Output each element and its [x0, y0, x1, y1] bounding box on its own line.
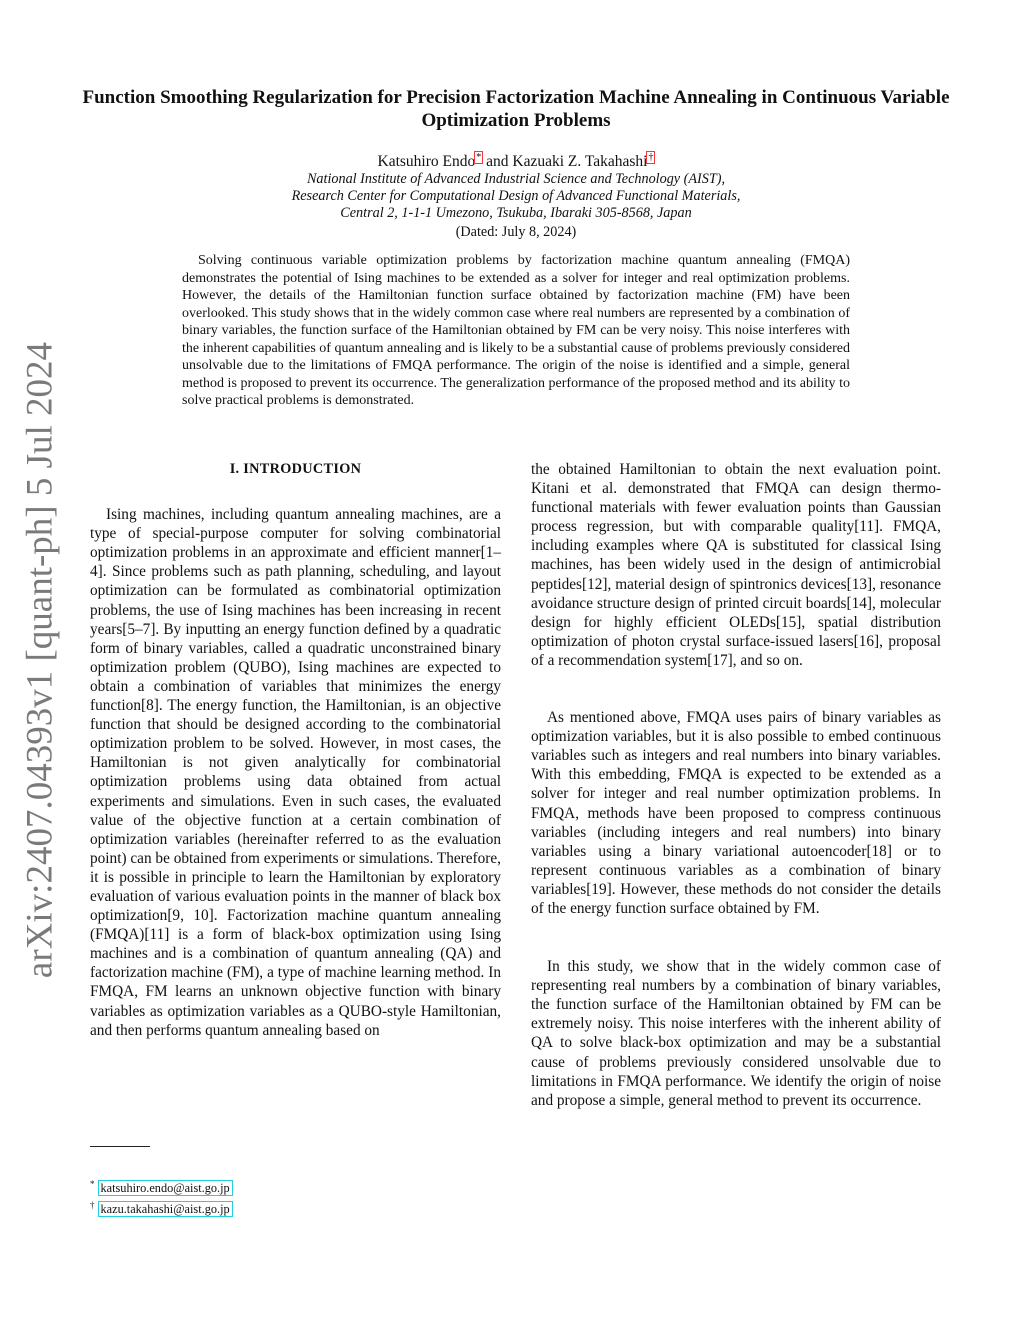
left-column [90, 460, 501, 1040]
abstract: Solving continuous variable optimization problems by factorization machine quantum annealing (FMQA) demonstrates the potential of Ising machines to be extended as a solver for integer and real optimization problems. However, the details of the Hamiltonian function surface obtained by factorization machine (FM) have been overlooked. This study shows that in the widely common case where real numbers are represented by a combination of binary variables, the function surface of the Hamiltonian obtained by FM can be very noisy. This noise interferes with the inherent capabilities of quantum annealing and is likely to be a substantial cause of problems previously considered unsolvable due to the limitations of FMQA performance. The origin of the noise is identified and a simple, general method is proposed to prevent its occurrence. The generalization performance of the proposed method and its ability to solve practical problems is demonstrated. [182, 253, 850, 408]
email-link-2[interactable]: kazu.takahashi@aist.go.jp [100, 1202, 230, 1217]
intro-paragraph-continued: the obtained Hamiltonian to obtain the next evaluation point. Kitani et al. demonstrated that FMQA can design thermo-functional materials with fewer evaluation points than Gaussian process regression, but with comparable quality[11]. FMQA, including examples where QA is substituted for classical Ising machines, has been widely used in the design of antimicrobial peptides[12], material design of spintronics devices[13], resonance avoidance structure design of printed circuit boards[14], molecular design for highly efficient OLEDs[15], spatial distribution optimization of photon crystal surface-issued lasers[16], proposal of a recommendation system[17], and so on. [531, 461, 941, 669]
footnote-rule [90, 1146, 150, 1147]
affiliation-line-3: Central 2, 1-1-1 Umezono, Tsukuba, Ibaraki 305-8568, Japan [340, 205, 692, 222]
arxiv-stamp [0, 0, 60, 1325]
affiliation-line-2: Research Center for Computational Design of Advanced Functional Materials, [291, 188, 741, 205]
intro-paragraph-1: Ising machines, including quantum annealing machines, are a type of special-purpose computer for solving combinatorial optimization problems in an approximate and efficient manner[1–4]. Since problems such as path planning, scheduling, and layout optimization can be formulated as combinatorial optimization problems, the use of Ising machines has been increasing in recent years[5–7]. By inputting an energy function defined by a quadratic form of binary variables, called a quadratic unconstrained binary optimization problem (QUBO), Ising machines are expected to obtain a combination of variables that minimizes the energy function[8]. The energy function, the Hamiltonian, is an objective function that should be designed according to the combinatorial optimization problem to be solved. However, in most cases, the Hamiltonian is not given analytically for combinatorial optimization problems using data obtained from actual experiments and simulations. Even in such cases, the evaluated value of the objective function at a certain combination of optimization variables (hereinafter referred to as the evaluation point) can be obtained from experiments or simulations. Therefore, it is possible in principle to learn the Hamiltonian by exploratory evaluation of various evaluation points in the manner of black box optimization[9, 10]. Factorization machine quantum annealing (FMQA)[11] is a form of black-box optimization using Ising machines and is a combination of quantum annealing (QA) and factorization machine (FM), a type of machine learning method. In FMQA, FM learns an unknown objective function with binary variables as optimization variables as a QUBO-style Hamiltonian, and then performs quantum annealing based on [90, 506, 501, 1039]
right-column [531, 460, 941, 1110]
footnote-mark-2: † [90, 1200, 95, 1211]
paper-title: Function Smoothing Regularization for Precision Factorization Machine Annealing in Continuous Variable Optimization Problems [82, 87, 950, 131]
footnote-mark-1: * [90, 1179, 95, 1189]
arxiv-id: arXiv:2407.04393v1 [quant-ph] 5 Jul 2024 [19, 341, 61, 979]
affiliation-line-1: National Institute of Advanced Industrial Science and Technology (AIST), [306, 171, 726, 187]
footnote-1 [90, 1176, 510, 1197]
section-heading: I. INTRODUCTION [229, 461, 362, 477]
email-link-1[interactable]: katsuhiro.endo@aist.go.jp [100, 1181, 230, 1196]
author-2: Kazuaki Z. Takahashi [512, 153, 648, 171]
affiliation [80, 171, 952, 223]
intro-paragraph-3: In this study, we show that in the widely common case of representing real numbers by a combination of binary variables, the function surface of the Hamiltonian obtained by FM can be extremely noisy. This noise interferes with the inherent ability of QA to solve black-box optimization and may be a substantial cause of problems previously considered unsolvable due to limitations in FMQA performance. We identify the origin of noise and propose a simple, general method to prevent its occurrence. [531, 958, 941, 1109]
footnote-link-1[interactable]: * [476, 152, 482, 163]
footnote-link-2[interactable]: † [648, 152, 654, 163]
intro-paragraph-2: As mentioned above, FMQA uses pairs of binary variables as optimization variables, but it is also possible to embed continuous variables such as integers and real numbers into binary variables. With this embedding, FMQA is expected to be extended as a solver for integer and real number optimization problems. In FMQA, methods have been proposed to compress continuous variables (including integers and real numbers) into binary variables using a binary variational autoencoder[18] or to represent continuous variables as a combination of binary variables[19]. However, these methods do not consider the details of the energy function surface obtained by FM. [531, 709, 941, 917]
footnote-2 [90, 1197, 510, 1218]
author-1: Katsuhiro Endo [377, 153, 476, 171]
footnotes [90, 1176, 510, 1218]
author-line [80, 152, 952, 171]
author-conjunction: and [486, 153, 509, 171]
date-line: (Dated: July 8, 2024) [455, 224, 577, 240]
